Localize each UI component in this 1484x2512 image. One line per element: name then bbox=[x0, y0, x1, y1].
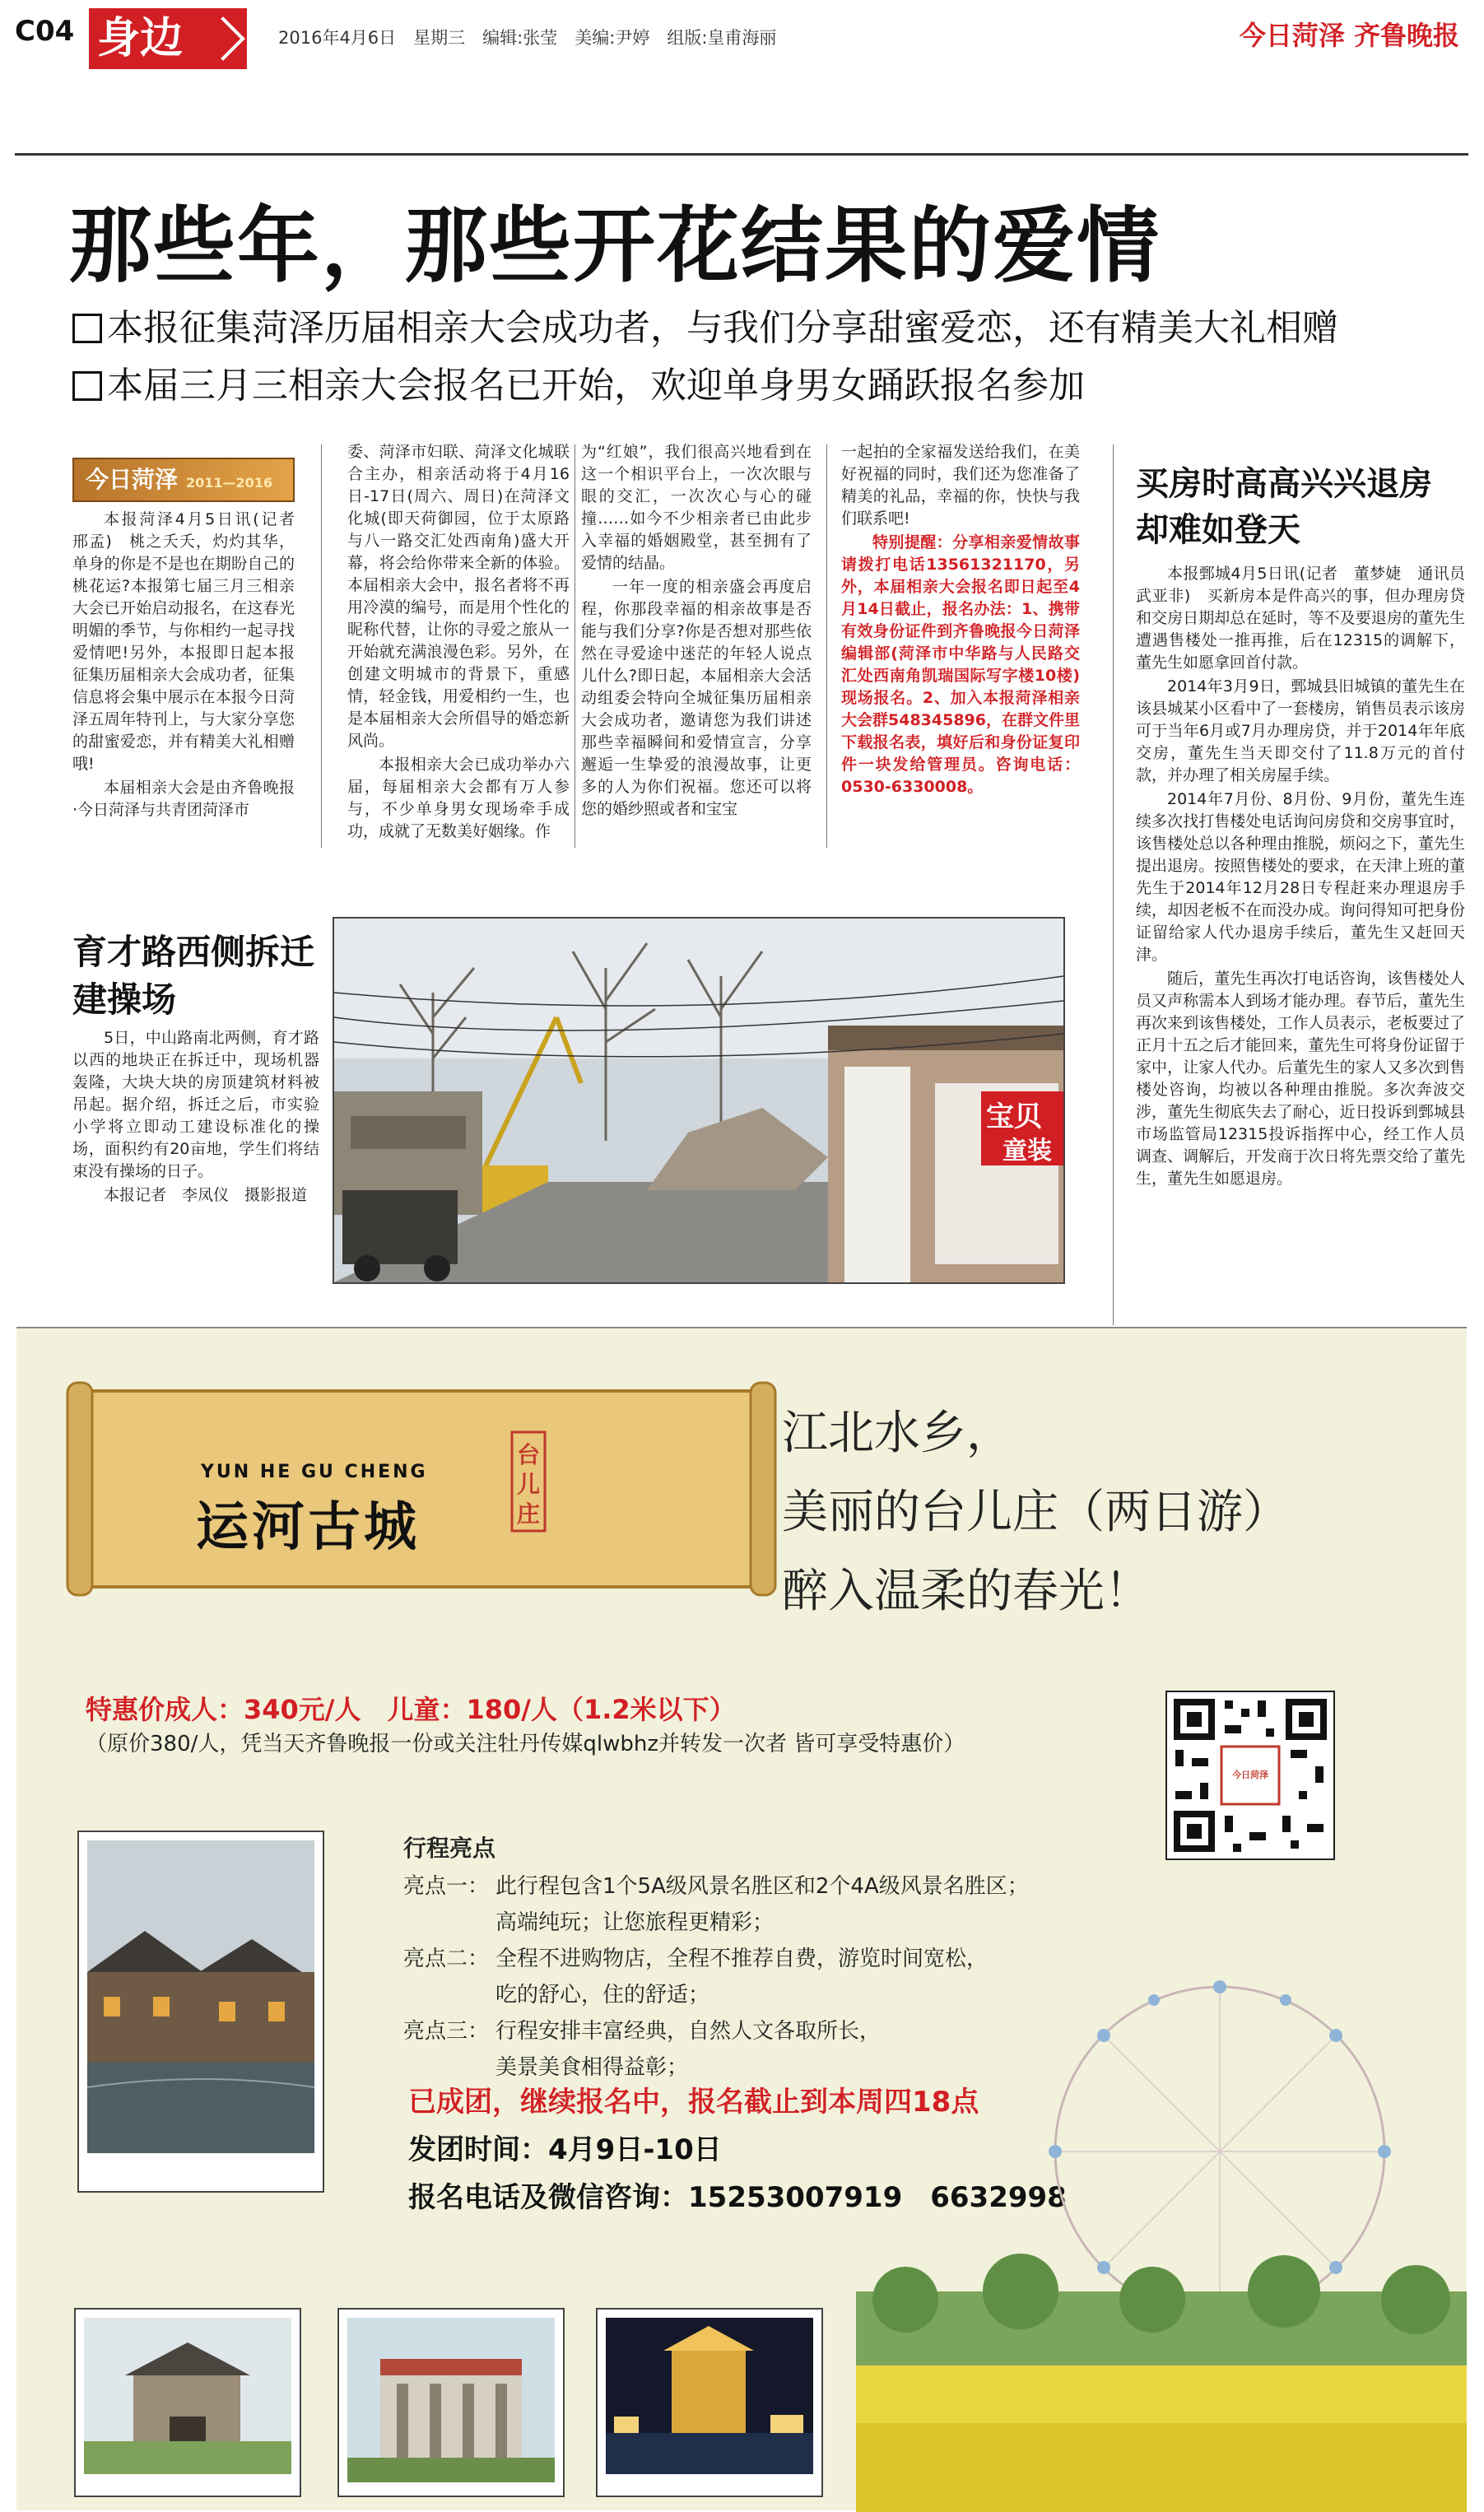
column-divider bbox=[321, 444, 322, 848]
memorial-hall-image bbox=[347, 2318, 555, 2482]
highlight-label: 亮点一： bbox=[403, 1874, 490, 1899]
water-town-image bbox=[87, 1840, 314, 2153]
highlight-label: 亮点二： bbox=[403, 1947, 490, 1971]
page-number: C04 bbox=[15, 15, 75, 48]
ferris-wheel-scenery bbox=[856, 1929, 1467, 2512]
departure-time: 发团时间：4月9日-10日 bbox=[408, 2133, 722, 2166]
demolition-title: 育才路西侧拆迁建操场 bbox=[72, 932, 315, 1020]
highlight-text: 吃的舒心，住的舒适； bbox=[495, 1983, 710, 2007]
highlight-text: 全程不进购物店，全程不推荐自费，游览时间宽松， bbox=[495, 1947, 989, 1971]
article-paragraph: 一起拍的全家福发送给我们，在美好祝福的同时，我们还为您准备了精美的礼品，幸福的你，快快与我们联系吧! bbox=[841, 443, 1080, 528]
water-town-photo bbox=[77, 1831, 324, 2193]
night-view-photo bbox=[596, 2308, 823, 2497]
anniversary-logo-text: 今日菏泽 bbox=[86, 466, 179, 493]
contact-phone: 报名电话及微信咨询：15253007919 6632998 bbox=[408, 2181, 1067, 2214]
side-article-body bbox=[1136, 563, 1482, 1323]
article-paragraph: 一年一度的相亲盛会再度启程，你那段幸福的相亲故事是否能与我们分享?你是否想对那些依然在寻爱途中迷茫的年轻人说点儿什么?即日起，本届相亲大会活动组委会特向全城征集历届相亲大会成功者，邀请您为我们讲述那些幸福瞬间和爱情宣言，分享邂逅一生挚爱的浪漫故事，让更多的人为你们祝福。您还可以将您的婚纱照或者和宝宝 bbox=[581, 578, 812, 818]
article-paragraph: 本报相亲大会已成功举办六届，每届相亲大会都有万人参与，不少单身男女现场牵手成功，成就了无数美好姻缘。作 bbox=[347, 756, 570, 840]
special-price: 特惠价成人：340元/人 儿童：180/人（1.2米以下） bbox=[86, 1694, 736, 1725]
qr-code bbox=[1165, 1691, 1335, 1860]
qr-badge: 今日菏泽 bbox=[1232, 1770, 1268, 1780]
highlight-label: 亮点三： bbox=[403, 2019, 490, 2044]
article-paragraph: 本届相亲大会是由齐鲁晚报·今日菏泽与共青团菏泽市 bbox=[72, 779, 295, 819]
special-notice: 特别提醒：分享相亲爱情故事请拨打电话13561321170，另外，本届相亲大会报名即日起至4月14日截止，报名办法：1、携带有效身份证件到齐鲁晚报今日菏泽编辑部(菏泽市中华路与人民路交汇处西南角凯瑞国际写字楼10楼)现场报名。2、加入本报菏泽相亲大会群548345896，在群文件里下载报名表，填好后和身份证复印件一块发给管理员。咨询电话：0530-6330008。 bbox=[841, 533, 1080, 796]
side-paragraph: 随后，董先生再次打电话咨询，该售楼处人员又声称需本人到场才能办理。春节后，董先生再次来到该售楼处，工作人员表示，老板要过了正月十五之后才能回来，董先生可将身份证留于家中，让家人代办。后董先生的家人又多次到售楼处咨询，均被以各种理由推脱。多次奔波交涉，董先生彻底失去了耐心，近日投诉到鄄城县市场监管局12315投诉指挥中心，经工作人员调查、调解后，开发商于次日将先票交给了董先生，董先生如愿退房。 bbox=[1136, 970, 1465, 1188]
logo-pinyin: YUN HE GU CHENG bbox=[201, 1462, 428, 1482]
section-tab bbox=[89, 8, 247, 69]
chevron-right-icon bbox=[201, 16, 245, 61]
night-view-image bbox=[606, 2318, 813, 2474]
demolition-body bbox=[72, 1027, 319, 1323]
logo-title: 运河古城 bbox=[196, 1496, 420, 1558]
itinerary-title: 行程亮点 bbox=[403, 1835, 496, 1862]
article-column-4 bbox=[841, 441, 1080, 853]
page-header bbox=[0, 0, 1484, 99]
slogan-line: 醉入温柔的春光！ bbox=[782, 1565, 1151, 1618]
travel-advertisement bbox=[16, 1327, 1467, 2510]
shop-sign-text: 宝贝 bbox=[986, 1100, 1042, 1133]
city-gate-image bbox=[84, 2318, 291, 2474]
newspaper-brand: 今日菏泽 齐鲁晚报 bbox=[1239, 20, 1459, 51]
anniversary-logo-years: 2011—2016 bbox=[186, 475, 273, 491]
demolition-paragraph: 5日，中山路南北两侧，育才路以西的地块正在拆迁中，现场机器轰隆，大块大块的房顶建筑材料被吊起。据介绍，拆迁之后，市实验小学将立即动工建设标准化的操场，面积约有20亩地，学生们将结束没有操场的日子。 bbox=[72, 1029, 319, 1180]
column-divider bbox=[1113, 444, 1114, 1325]
article-paragraph: 本报菏泽4月5日讯(记者 邢孟) 桃之夭夭，灼灼其华，单身的你是不是也在期盼自己的桃花运?本报第七届三月三相亲大会已开始启动报名，在这春光明媚的季节，与你相约一起寻找爱情吧!另外，本报即日起本报征集历届相亲大会成功者，征集信息将会集中展示在本报今日菏泽五周年特刊上，与大家分享您的甜蜜爱恋，并有精美大礼相赠哦! bbox=[72, 510, 311, 773]
article-paragraph: 委、菏泽市妇联、菏泽文化城联合主办，相亲活动将于4月16日-17日(周六、周日)在菏泽文化城(即天荷御园，位于太原路与八一路交汇处西南角)盛大开幕，将会给你带来全新的体验。本届相亲大会中，报名者将不再用冷漠的编号，而是用个性化的昵称代替，让你的寻爱之旅从一开始就充满浪漫色彩。另外，在创建文明城市的背景下，重感情，轻金钱，用爱相约一生，也是本届相亲大会所倡导的婚恋新风尚。 bbox=[347, 443, 570, 750]
issue-meta: 2016年4月6日 星期三 编辑:张莹 美编:尹婷 组版:皇甫海丽 bbox=[278, 28, 777, 48]
checkbox-icon bbox=[72, 314, 102, 343]
checkbox-icon bbox=[72, 371, 102, 401]
header-rule bbox=[15, 153, 1468, 156]
side-paragraph: 2014年7月份、8月份、9月份，董先生连续多次找打售楼处电话询问房贷和交房事宜时，该售楼处总以各种理由推脱，烦闷之下，董先生提出退房。按照售楼处的要求，在天津上班的董先生于2014年12月28日专程赶来办理退房手续，却因老板不在而没办成。询问得知可把身份证留给家人代办退房手续后，董先生又赶回天津。 bbox=[1136, 790, 1465, 964]
original-price-note: （原价380/人，凭当天齐鲁晚报一份或关注牡丹传媒qlwbhz并转发一次者 皆可享受特惠价） bbox=[86, 1732, 965, 1756]
svg-text:童装: 童装 bbox=[1003, 1137, 1052, 1165]
ad-slogan bbox=[782, 1394, 1289, 1631]
subheadline-1 bbox=[72, 298, 1338, 351]
article-column-2 bbox=[347, 441, 570, 853]
demolition-credit: 本报记者 李凤仪 摄影报道 bbox=[104, 1186, 308, 1204]
side-paragraph: 本报鄄城4月5日讯(记者 董梦婕 通讯员 武亚非) 买新房本是件高兴的事，但办理房贷和交房日期却总在延时，等不及要退房的董先生遭遇售楼处一推再推，后在12315的调解下，董先生如愿拿回首付款。 bbox=[1136, 565, 1482, 672]
section-title: 身边 bbox=[97, 14, 184, 63]
highlight-text: 高端纯玩；让您旅程更精彩； bbox=[495, 1910, 775, 1935]
article-column-1 bbox=[72, 509, 311, 846]
city-gate-photo bbox=[74, 2308, 301, 2497]
slogan-line: 美丽的台儿庄（两日游） bbox=[782, 1486, 1289, 1539]
ad-scroll-logo bbox=[67, 1375, 775, 1603]
article-paragraph: 为“红娘”，我们很高兴地看到在这一个相识平台上，一次次眼与眼的交汇，一次次心与心的碰撞……如今不少相亲者已由此步入幸福的婚姻殿堂，甚至拥有了爱情的结晶。 bbox=[581, 443, 812, 572]
highlight-text: 行程安排丰富经典，自然人文各取所长， bbox=[495, 2019, 882, 2044]
street-scene-image bbox=[334, 919, 1063, 1282]
highlight-text: 此行程包含1个5A级风景名胜区和2个4A级风景名胜区； bbox=[495, 1874, 1029, 1899]
side-article-title: 买房时高高兴兴退房却难如登天 bbox=[1136, 465, 1432, 549]
article-column-3 bbox=[581, 441, 812, 853]
slogan-line: 江北水乡， bbox=[782, 1407, 1012, 1460]
highlight-text: 美景美食相得益彰； bbox=[495, 2055, 689, 2080]
registration-status: 已成团，继续报名中，报名截止到本周四18点 bbox=[408, 2086, 979, 2119]
side-paragraph: 2014年3月9日，鄄城县旧城镇的董先生在该县城某小区看中了一套楼房，销售员表示该房可于当年6月或7月办理房贷，并于2014年年底交房，董先生当天即交付了11.8万元的首付款，并办理了相关房屋手续。 bbox=[1136, 677, 1465, 784]
subheadline-1-text: 本报征集菏泽历届相亲大会成功者，与我们分享甜蜜爱恋，还有精美大礼相赠 bbox=[107, 307, 1338, 349]
main-headline: 那些年，那些开花结果的爱情 bbox=[69, 198, 1161, 294]
demolition-photo bbox=[333, 917, 1065, 1284]
highlight-item bbox=[403, 1868, 1144, 1905]
memorial-hall-photo bbox=[337, 2308, 565, 2497]
subheadline-2-text: 本届三月三相亲大会报名已开始，欢迎单身男女踊跃报名参加 bbox=[107, 365, 1085, 407]
logo-seal: 台儿庄 bbox=[517, 1441, 541, 1528]
subheadline-2 bbox=[72, 356, 1085, 408]
column-divider bbox=[826, 444, 827, 848]
anniversary-logo bbox=[72, 458, 295, 502]
